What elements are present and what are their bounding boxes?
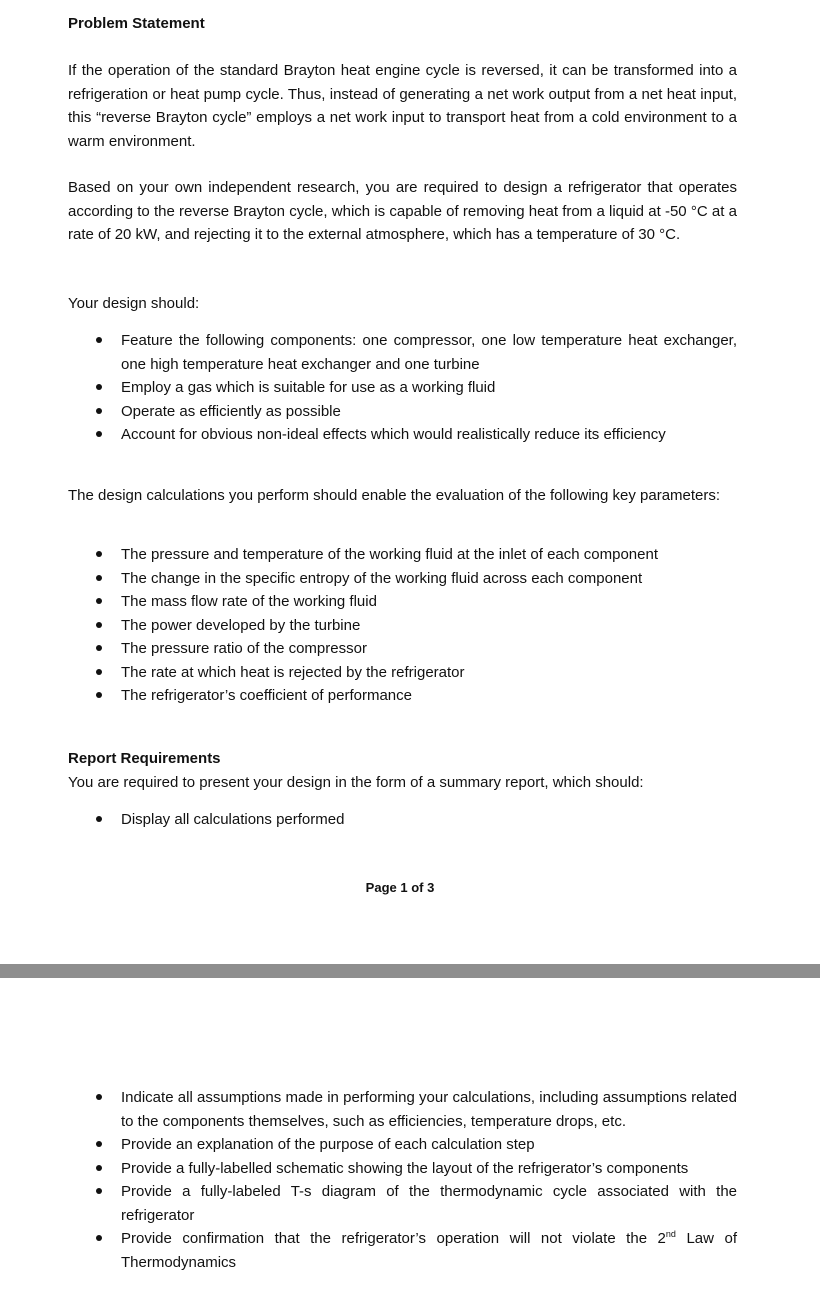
bullet-icon bbox=[96, 692, 102, 698]
bullet-icon bbox=[96, 431, 102, 437]
list-item: Account for obvious non-ideal effects which would realistically reduce its efficiency bbox=[121, 423, 737, 447]
bullet-icon bbox=[96, 575, 102, 581]
list-item: Provide a fully-labelled schematic showing the layout of the refrigerator’s components bbox=[121, 1157, 737, 1181]
document-page-2 bbox=[0, 978, 820, 1316]
list-item: Indicate all assumptions made in performing your calculations, including assumptions related to the components themselves, such as efficiencies, temperature drops, etc. bbox=[121, 1086, 737, 1133]
report-requirements-heading: Report Requirements bbox=[68, 750, 221, 767]
report-requirements-intro: You are required to present your design in the form of a summary report, which should: bbox=[68, 774, 644, 791]
design-brief-paragraph: Based on your own independent research, you are required to design a refrigerator that operates according to the reverse Brayton cycle, which is capable of removing heat from a liquid at -50 °C at a rate of 20 kW, and rejecting it to the external atmosphere, which has a temperature of 30 °C. bbox=[68, 179, 737, 243]
bullet-icon bbox=[96, 551, 102, 557]
report-requirements-list-page2 bbox=[121, 1086, 737, 1274]
list-item: Provide a fully-labeled T-s diagram of the thermodynamic cycle associated with the refrigerator bbox=[121, 1180, 737, 1227]
bullet-icon bbox=[96, 1141, 102, 1147]
bullet-icon bbox=[96, 645, 102, 651]
key-parameters-intro: The design calculations you perform should enable the evaluation of the following key parameters: bbox=[68, 487, 721, 504]
bullet-icon bbox=[96, 622, 102, 628]
bullet-icon bbox=[96, 1235, 102, 1241]
bullet-icon bbox=[96, 598, 102, 604]
bullet-icon bbox=[96, 384, 102, 390]
list-item: The pressure ratio of the compressor bbox=[121, 637, 737, 661]
bullet-icon bbox=[96, 1165, 102, 1171]
list-item: Employ a gas which is suitable for use as a working fluid bbox=[121, 376, 737, 400]
design-requirements-intro: Your design should: bbox=[68, 295, 200, 312]
bullet-icon bbox=[96, 1188, 102, 1194]
list-item: Display all calculations performed bbox=[121, 808, 737, 832]
intro-paragraph: If the operation of the standard Brayton heat engine cycle is reversed, it can be transformed into a refrigeration or heat pump cycle. Thus, instead of generating a net work output from a net heat input, this “reverse Brayton cycle” employs a net work input to transport heat from a cold environment to a warm environment. bbox=[68, 62, 737, 150]
list-item: The pressure and temperature of the working fluid at the inlet of each component bbox=[121, 543, 737, 567]
list-item: Operate as efficiently as possible bbox=[121, 400, 737, 424]
problem-statement-heading: Problem Statement bbox=[68, 15, 205, 32]
bullet-icon bbox=[96, 816, 102, 822]
list-item: The change in the specific entropy of the working fluid across each component bbox=[121, 567, 737, 591]
design-requirements-list bbox=[121, 329, 737, 447]
list-item: The rate at which heat is rejected by the refrigerator bbox=[121, 661, 737, 685]
page-number: Page 1 of 3 bbox=[365, 880, 435, 895]
key-parameters-list bbox=[121, 543, 737, 708]
bullet-icon bbox=[96, 408, 102, 414]
list-item: Feature the following components: one compressor, one low temperature heat exchanger, one high temperature heat exchanger and one turbine bbox=[121, 329, 737, 376]
list-item: The mass flow rate of the working fluid bbox=[121, 590, 737, 614]
report-requirements-list-page1 bbox=[121, 808, 737, 832]
bullet-icon bbox=[96, 337, 102, 343]
list-item: Provide confirmation that the refrigerator’s operation will not violate the 2nd Law of Thermodynamics bbox=[121, 1227, 737, 1274]
bullet-icon bbox=[96, 1094, 102, 1100]
list-item: The power developed by the turbine bbox=[121, 614, 737, 638]
bullet-icon bbox=[96, 669, 102, 675]
list-item: Provide an explanation of the purpose of each calculation step bbox=[121, 1133, 737, 1157]
list-item: The refrigerator’s coefficient of performance bbox=[121, 684, 737, 708]
page-separator bbox=[0, 964, 820, 978]
